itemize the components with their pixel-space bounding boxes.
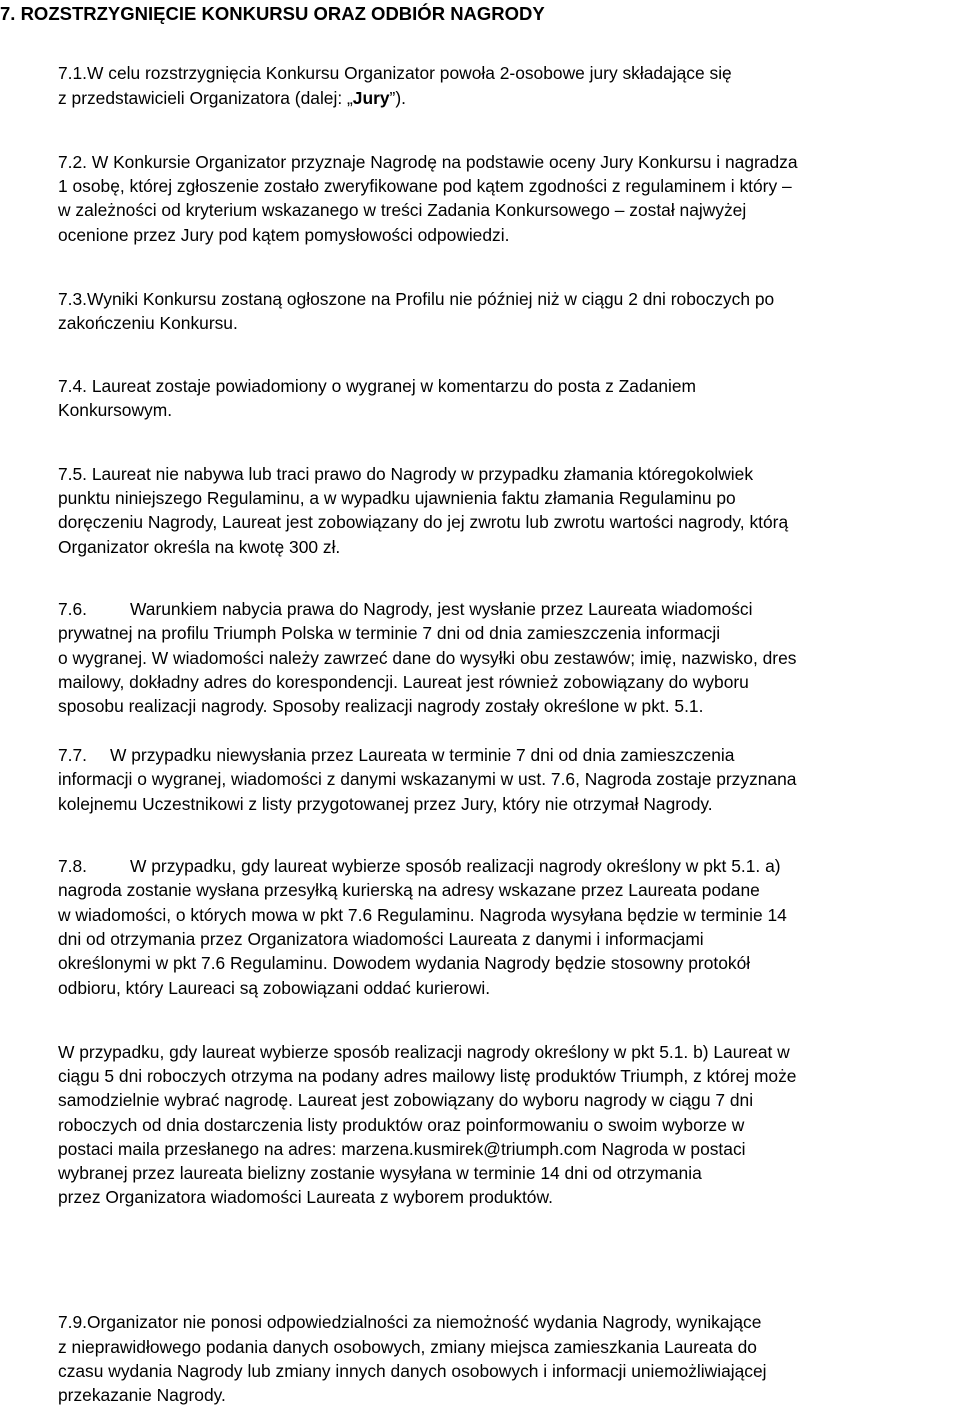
paragraph-7-3-line: 7.3.Wyniki Konkursu zostaną ogłoszone na Profilu nie później niż w ciągu 2 dni roboczych po <box>58 289 775 309</box>
paragraph-7-2-line: 1 osobę, której zgłoszenie zostało zweryfikowane pod kątem zgodności z regulaminem i który – <box>58 176 792 196</box>
paragraph-7-9-line: z nieprawidłowego podania danych osobowych, zmiany miejsca zamieszkania Laureata do <box>58 1337 757 1357</box>
paragraph-7-9-line: 7.9.Organizator nie ponosi odpowiedzialności za niemożność wydania Nagrody, wynikające <box>58 1312 762 1332</box>
text: ”). <box>389 88 406 108</box>
paragraph-7-8-line <box>58 854 781 878</box>
text: W przypadku, gdy laureat wybierze sposób realizacji nagrody określony w pkt 5.1. a) <box>130 856 781 876</box>
section-heading: 7. ROZSTRZYGNIĘCIE KONKURSU ORAZ ODBIÓR NAGRODY <box>0 3 545 24</box>
section-number: 7.7. <box>58 745 88 765</box>
paragraph-7-8b-line: roboczych od dnia dostarczenia listy produktów oraz poinformowaniu o swoim wyborze w <box>58 1115 745 1135</box>
paragraph-7-6-line <box>58 597 753 621</box>
paragraph-7-2-line: w zależności od kryterium wskazanego w treści Zadania Konkursowego – został najwyżej <box>58 200 747 220</box>
text: z przedstawicieli Organizatora (dalej: „ <box>58 88 353 108</box>
text: W przypadku niewysłania przez Laureata w terminie 7 dni od dnia zamieszczenia <box>110 745 735 765</box>
paragraph-7-6-line: mailowy, dokładny adres do korespondencji. Laureat jest również zobowiązany do wyboru <box>58 672 749 692</box>
paragraph-7-4-line: Konkursowym. <box>58 400 173 420</box>
paragraph-7-9-line: czasu wydania Nagrody lub zmiany innych danych osobowych i informacji uniemożliwiającej <box>58 1361 767 1381</box>
paragraph-7-8b-line: samodzielnie wybrać nagrodę. Laureat jest zobowiązany do wyboru nagrody w ciągu 7 dni <box>58 1090 754 1110</box>
paragraph-7-1-line: 7.1.W celu rozstrzygnięcia Konkursu Organizator powoła 2-osobowe jury składające się <box>58 63 732 83</box>
paragraph-7-8-line: odbioru, który Laureaci są zobowiązani oddać kurierowi. <box>58 978 491 998</box>
paragraph-7-8-line: w wiadomości, o których mowa w pkt 7.6 Regulaminu. Nagroda wysyłana będzie w terminie 14 <box>58 905 787 925</box>
paragraph-7-8b-line: ciągu 5 dni roboczych otrzyma na podany adres mailowy listę produktów Triumph, z której może <box>58 1066 797 1086</box>
paragraph-7-1-line <box>58 86 406 110</box>
paragraph-7-5-line: Organizator określa na kwotę 300 zł. <box>58 537 341 557</box>
section-number: 7.6. <box>58 599 88 619</box>
jury-term: Jury <box>352 88 390 108</box>
paragraph-7-2-line: 7.2. W Konkursie Organizator przyznaje Nagrodę na podstawie oceny Jury Konkursu i nagradza <box>58 152 798 172</box>
paragraph-7-7-line: kolejnemu Uczestnikowi z listy przygotowanej przez Jury, który nie otrzymał Nagrody. <box>58 794 713 814</box>
text: Warunkiem nabycia prawa do Nagrody, jest wysłanie przez Laureata wiadomości <box>130 599 753 619</box>
paragraph-7-6-line: prywatnej na profilu Triumph Polska w terminie 7 dni od dnia zamieszczenia informacji <box>58 623 721 643</box>
paragraph-7-8b-line: W przypadku, gdy laureat wybierze sposób realizacji nagrody określony w pkt 5.1. b) Laureat w <box>58 1042 790 1062</box>
paragraph-7-8-line: określonymi w pkt 7.6 Regulaminu. Dowodem wydania Nagrody będzie stosowny protokół <box>58 953 751 973</box>
paragraph-7-8b-line: przez Organizatora wiadomości Laureata z wyborem produktów. <box>58 1187 553 1207</box>
paragraph-7-5-line: punktu niniejszego Regulaminu, a w wypadku ujawnienia faktu złamania Regulaminu po <box>58 488 736 508</box>
paragraph-7-8b-line: wybranej przez laureata bielizny zostanie wysyłana w terminie 14 dni od otrzymania <box>58 1163 702 1183</box>
paragraph-7-5-line: 7.5. Laureat nie nabywa lub traci prawo do Nagrody w przypadku złamania któregokolwiek <box>58 464 754 484</box>
paragraph-7-2-line: ocenione przez Jury pod kątem pomysłowości odpowiedzi. <box>58 225 510 245</box>
paragraph-7-7-line: informacji o wygranej, wiadomości z danymi wskazanymi w ust. 7.6, Nagroda zostaje przyznana <box>58 769 797 789</box>
paragraph-7-9-line: przekazanie Nagrody. <box>58 1385 226 1405</box>
paragraph-7-6-line: sposobu realizacji nagrody. Sposoby realizacji nagrody zostały określone w pkt. 5.1. <box>58 696 704 716</box>
paragraph-7-8b-line: postaci maila przesłanego na adres: marzena.kusmirek@triumph.com Nagroda w postaci <box>58 1139 746 1159</box>
paragraph-7-8-line: nagroda zostanie wysłana przesyłką kurierską na adresy wskazane przez Laureata podane <box>58 880 760 900</box>
paragraph-7-5-line: doręczeniu Nagrody, Laureat jest zobowiązany do jej zwrotu lub zwrotu wartości nagrody, którą <box>58 512 789 532</box>
paragraph-7-8-line: dni od otrzymania przez Organizatora wiadomości Laureata z danymi i informacjami <box>58 929 704 949</box>
paragraph-7-4-line: 7.4. Laureat zostaje powiadomiony o wygranej w komentarzu do posta z Zadaniem <box>58 376 697 396</box>
paragraph-7-3-line: zakończeniu Konkursu. <box>58 313 238 333</box>
paragraph-7-6-line: o wygranej. W wiadomości należy zawrzeć dane do wysyłki obu zestawów; imię, nazwisko, dres <box>58 648 797 668</box>
paragraph-7-7-line <box>58 743 734 767</box>
section-number: 7.8. <box>58 856 88 876</box>
